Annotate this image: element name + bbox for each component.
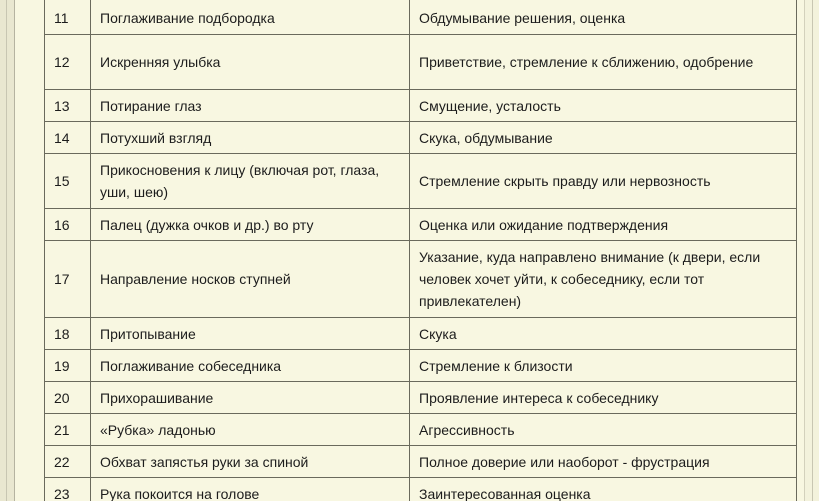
meaning-cell: Скука, обдумывание bbox=[410, 122, 797, 154]
meaning-cell: Стремление скрыть правду или нервозность bbox=[410, 154, 797, 209]
row-number: 20 bbox=[45, 382, 91, 414]
meaning-cell: Агрессивность bbox=[410, 414, 797, 446]
gesture-cell: Палец (дужка очков и др.) во рту bbox=[91, 209, 410, 241]
table-row bbox=[45, 414, 797, 446]
table-row bbox=[45, 318, 797, 350]
table-row bbox=[45, 241, 797, 318]
margin-line bbox=[812, 0, 813, 501]
row-number: 17 bbox=[45, 241, 91, 318]
row-number: 15 bbox=[45, 154, 91, 209]
gesture-cell: Направление носков ступней bbox=[91, 241, 410, 318]
gesture-cell: Прихорашивание bbox=[91, 382, 410, 414]
table-row bbox=[45, 382, 797, 414]
meaning-cell: Скука bbox=[410, 318, 797, 350]
meaning-cell: Проявление интереса к собеседнику bbox=[410, 382, 797, 414]
gesture-cell: Поглаживание подбородка bbox=[91, 0, 410, 35]
gesture-cell: Прикосновения к лицу (включая рот, глаза, уши, шею) bbox=[91, 154, 410, 209]
meaning-cell: Смущение, усталость bbox=[410, 90, 797, 122]
gesture-cell: Искренняя улыбка bbox=[91, 35, 410, 90]
left-margin bbox=[0, 0, 15, 501]
table-row bbox=[45, 122, 797, 154]
row-number: 23 bbox=[45, 478, 91, 501]
meaning-cell: Стремление к близости bbox=[410, 350, 797, 382]
gesture-cell: «Рубка» ладонью bbox=[91, 414, 410, 446]
row-number: 16 bbox=[45, 209, 91, 241]
gesture-cell: Потирание глаз bbox=[91, 90, 410, 122]
row-number: 11 bbox=[45, 0, 91, 35]
row-number: 19 bbox=[45, 350, 91, 382]
meaning-cell: Приветствие, стремление к сближению, одобрение bbox=[410, 35, 797, 90]
margin-line bbox=[6, 0, 7, 501]
meaning-cell: Полное доверие или наоборот - фрустрация bbox=[410, 446, 797, 478]
right-margin bbox=[804, 0, 819, 501]
meaning-cell: Оценка или ожидание подтверждения bbox=[410, 209, 797, 241]
table-row bbox=[45, 35, 797, 90]
gesture-cell: Притопывание bbox=[91, 318, 410, 350]
table-row bbox=[45, 0, 797, 35]
gestures-table bbox=[44, 0, 797, 501]
row-number: 13 bbox=[45, 90, 91, 122]
table-row bbox=[45, 209, 797, 241]
row-number: 14 bbox=[45, 122, 91, 154]
table-row bbox=[45, 350, 797, 382]
meaning-cell: Указание, куда направлено внимание (к двери, если человек хочет уйти, к собеседнику, если тот привлекателен) bbox=[410, 241, 797, 318]
row-number: 22 bbox=[45, 446, 91, 478]
gesture-cell: Обхват запястья руки за спиной bbox=[91, 446, 410, 478]
gesture-cell: Потухший взгляд bbox=[91, 122, 410, 154]
table-row bbox=[45, 478, 797, 501]
gesture-cell: Поглаживание собеседника bbox=[91, 350, 410, 382]
row-number: 12 bbox=[45, 35, 91, 90]
gesture-cell: Рука покоится на голове bbox=[91, 478, 410, 501]
table-row bbox=[45, 446, 797, 478]
row-number: 21 bbox=[45, 414, 91, 446]
meaning-cell: Обдумывание решения, оценка bbox=[410, 0, 797, 35]
table-row bbox=[45, 90, 797, 122]
table-row bbox=[45, 154, 797, 209]
row-number: 18 bbox=[45, 318, 91, 350]
meaning-cell: Заинтересованная оценка bbox=[410, 478, 797, 501]
